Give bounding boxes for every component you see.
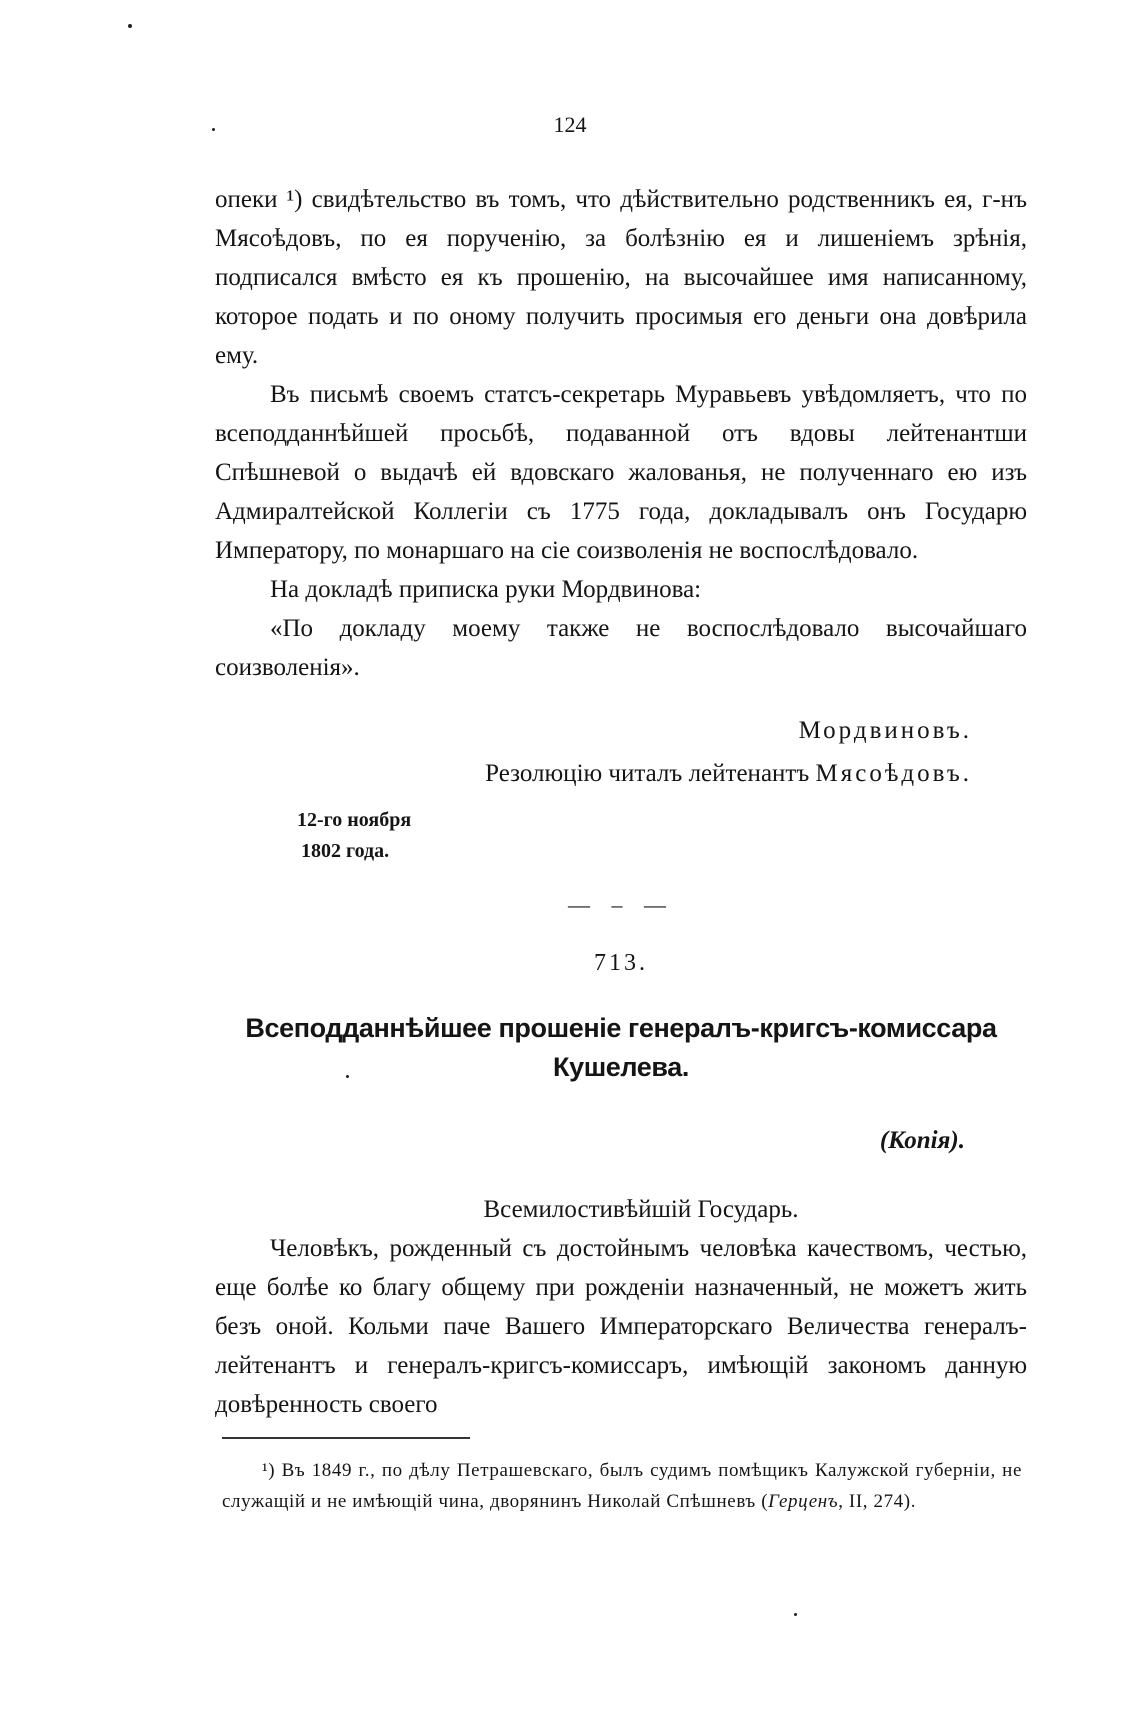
resolution-prefix: Резолюцію читалъ лейтенантъ (485, 760, 810, 787)
footnote-citation-ref: , II, 274). (838, 1491, 917, 1512)
copy-mark: (Копія). (879, 1127, 965, 1154)
salutation: Всемилостивѣйшій Государь. (483, 1196, 799, 1223)
scan-speck (128, 24, 132, 28)
footnote-citation-author: Герценъ (768, 1491, 839, 1512)
footnote (222, 1455, 1022, 1517)
date-block (297, 805, 1027, 867)
scan-speck (794, 1613, 797, 1616)
document-number: 713. (594, 950, 648, 976)
section-separator: — – — (568, 892, 674, 917)
footnote-marker: ¹) (262, 1460, 276, 1481)
footnote-rule (222, 1437, 470, 1439)
page-number: 124 (553, 112, 587, 137)
date-line-2: 1802 года. (301, 840, 390, 862)
footnote-body: Въ 1849 г., по дѣлу Петрашевскаго, былъ судимъ помѣщикъ Калужской губерніи, не служащій и не имѣющій чина, дворянинъ Николай Спѣшневъ ( (222, 1460, 1022, 1512)
paragraph-letter: Въ письмѣ своемъ статсъ-секретарь Муравьевъ увѣдомляетъ, что по всеподданнѣйшей просьбѣ, подаванной отъ вдовы лейтенантши Спѣшневой о выдачѣ ей вдовскаго жалованья, не полученнаго ею изъ Адмиралтейской Коллегіи съ 1775 года, докладывалъ онъ Государю Императору, по монаршаго на сіе соизволенія не воспослѣдовало. (215, 381, 1027, 564)
document-title: Всеподданнѣйшее прошеніе генералъ-кригсъ-комиссара Кушелева. (245, 1013, 997, 1082)
signature-mordvinov: Мордвиновъ. (798, 717, 972, 744)
petition-body: Человѣкъ, рожденный съ достойнымъ человѣка качествомъ, честью, еще болѣе ко благу общему при рожденіи назначенный, не можетъ жить безъ оной. Кольми паче Вашего Императорскаго Величества генералъ-лейтенантъ и генералъ-кригсъ-комиссаръ, имѣющій закономъ данную довѣренность своего (215, 1235, 1027, 1418)
main-text (215, 180, 1027, 1424)
date-line-1: 12-го ноября (297, 809, 412, 831)
footnote-text (222, 1455, 1022, 1517)
paragraph-quote: «По докладу моему также не воспослѣдовало высочайшаго соизволенія». (215, 615, 1027, 681)
paragraph-continuation: опеки ¹) свидѣтельство въ томъ, что дѣйствительно родственникъ ея, г-нъ Мясоѣдовъ, по ея порученію, за болѣзнію ея и лишеніемъ зрѣнія, подписался вмѣсто ея къ прошенію, на высочайшее имя написанному, которое подать и по оному получить просимыя его деньги она довѣрила ему. (215, 186, 1027, 369)
paragraph-note: На докладѣ приписка руки Мордвинова: (270, 576, 702, 603)
resolution-name: Мясоѣдовъ. (815, 760, 972, 787)
resolution-line (215, 754, 1027, 793)
